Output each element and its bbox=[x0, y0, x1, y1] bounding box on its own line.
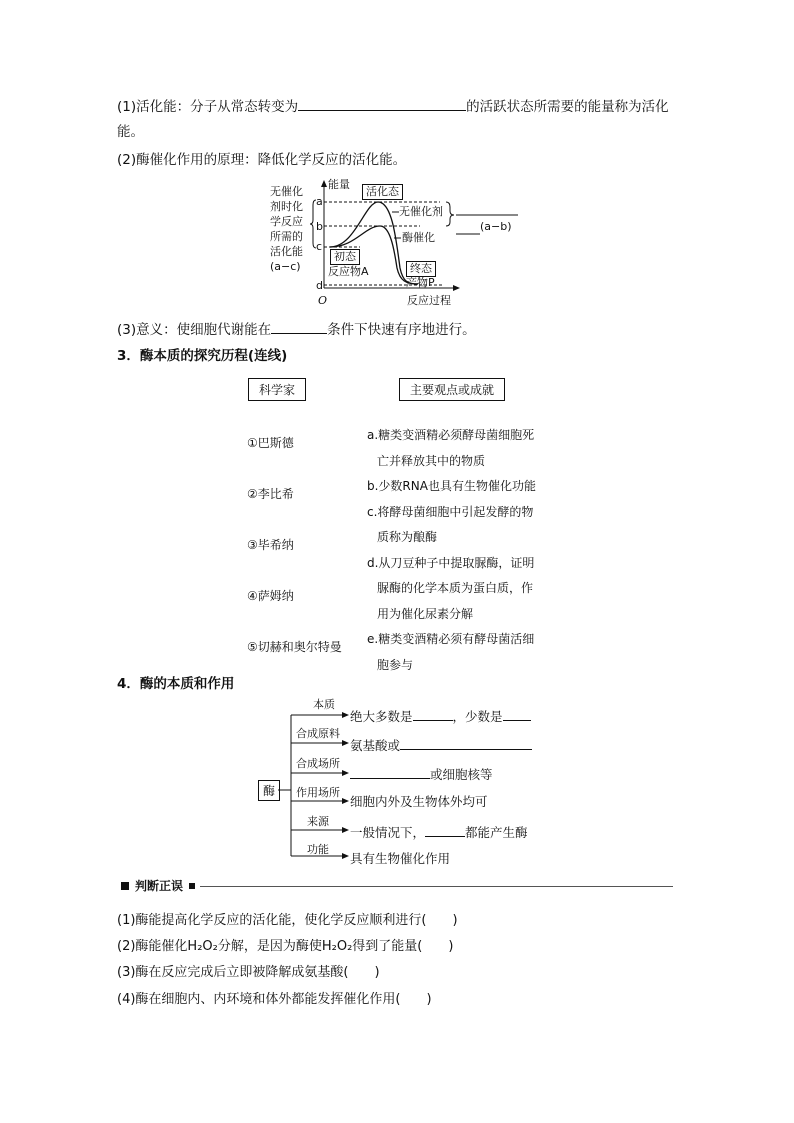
origin-label: O bbox=[318, 294, 328, 307]
enzyme-root-box: 酶 bbox=[258, 780, 280, 801]
activation-line-1c: 能。 bbox=[117, 124, 144, 140]
square-bullet-icon bbox=[189, 883, 195, 889]
left-label bbox=[270, 184, 303, 274]
content-text: ，少数是 bbox=[452, 709, 503, 724]
answer-blank[interactable] bbox=[350, 766, 430, 779]
level-a: a bbox=[316, 195, 323, 208]
energy-diagram bbox=[270, 178, 530, 310]
content-essence bbox=[350, 708, 531, 724]
product-label: 产物P bbox=[406, 276, 435, 289]
branch-function: 功能 bbox=[307, 843, 329, 856]
scientist-5[interactable]: ⑤切赫和奥尔特曼 bbox=[247, 640, 342, 654]
final-state-tag: 终态 bbox=[406, 261, 436, 277]
scientist-4[interactable]: ④萨姆纳 bbox=[247, 589, 294, 603]
scientist-1[interactable]: ①巴斯德 bbox=[247, 436, 294, 450]
content-text: 绝大多数是 bbox=[350, 709, 413, 724]
branch-raw-material: 合成原料 bbox=[296, 727, 340, 740]
left-label-line: 所需的 bbox=[270, 230, 303, 243]
activation-text-3b: 条件下快速有序地进行。 bbox=[327, 322, 476, 338]
content-text: 氨基酸或 bbox=[350, 738, 401, 753]
answer-blank[interactable] bbox=[425, 824, 465, 837]
scientist-header-box: 科学家 bbox=[248, 378, 306, 401]
content-text: 都能产生酶 bbox=[465, 825, 528, 840]
active-state-tag: 活化态 bbox=[362, 184, 403, 200]
activation-line-1 bbox=[117, 96, 669, 117]
judge-item-3[interactable]: (3)酶在反应完成后立即被降解成氨基酸( ) bbox=[117, 965, 380, 980]
view-d-2: 脲酶的化学本质为蛋白质，作 bbox=[377, 581, 534, 595]
scientist-2[interactable]: ②李比希 bbox=[247, 487, 294, 501]
answer-blank[interactable] bbox=[503, 708, 531, 721]
content-raw-material bbox=[350, 737, 532, 753]
view-b[interactable]: b.少数RNA也具有生物催化功能 bbox=[367, 479, 536, 493]
level-c: c bbox=[316, 240, 323, 253]
activation-line-3 bbox=[117, 319, 476, 340]
activation-text-1b: 的活跃状态所需要的能量称为活化 bbox=[466, 99, 669, 115]
view-d-1[interactable]: d.从刀豆种子中提取脲酶，证明 bbox=[367, 555, 535, 570]
left-label-line: 学反应 bbox=[270, 215, 303, 228]
content-text: 一般情况下， bbox=[350, 825, 426, 840]
answer-blank[interactable] bbox=[400, 737, 532, 750]
scientist-3[interactable]: ③毕希纳 bbox=[247, 538, 294, 552]
level-b: b bbox=[316, 220, 323, 233]
left-label-line: 剂时化 bbox=[270, 200, 303, 213]
view-c-1[interactable]: c.将酵母菌细胞中引起发酵的物 bbox=[367, 504, 534, 519]
section-divider bbox=[200, 886, 673, 887]
level-d: d bbox=[316, 279, 323, 292]
y-axis-label: 能量 bbox=[328, 178, 350, 191]
answer-blank[interactable] bbox=[298, 96, 466, 111]
section3-title: 3．酶本质的探究历程(连线) bbox=[117, 348, 288, 364]
reactant-label: 反应物A bbox=[328, 265, 369, 278]
branch-action-site: 作用场所 bbox=[296, 786, 340, 799]
branch-source: 来源 bbox=[307, 815, 329, 828]
views-header-box: 主要观点或成就 bbox=[399, 378, 505, 401]
initial-state-tag: 初态 bbox=[330, 249, 360, 265]
x-axis-label: 反应过程 bbox=[407, 294, 451, 307]
content-function: 具有生物催化作用 bbox=[350, 851, 451, 866]
view-e-2: 胞参与 bbox=[377, 657, 414, 672]
content-text: 或细胞核等 bbox=[430, 767, 493, 782]
view-c-2: 质称为酿酶 bbox=[377, 530, 438, 544]
activation-line-2: (2)酶催化作用的原理：降低化学反应的活化能。 bbox=[117, 152, 407, 168]
left-label-line: 无催化 bbox=[270, 185, 303, 198]
left-label-sub: (a−c) bbox=[270, 260, 301, 273]
content-action-site: 细胞内外及生物体外均可 bbox=[350, 794, 488, 809]
view-e-1[interactable]: e.糖类变酒精必须有酵母菌活细 bbox=[367, 632, 535, 646]
views-list bbox=[367, 423, 536, 678]
view-d-3: 用为催化尿素分解 bbox=[377, 606, 474, 621]
view-a-1[interactable]: a.糖类变酒精必须酵母菌细胞死 bbox=[367, 428, 535, 442]
view-a-2: 亡并释放其中的物质 bbox=[377, 453, 486, 468]
left-label-line: 活化能 bbox=[270, 245, 303, 258]
activation-text-1a: (1)活化能：分子从常态转变为 bbox=[117, 99, 299, 115]
judge-title: 判断正误 bbox=[135, 879, 184, 893]
activation-text-3a: (3)意义：使细胞代谢能在 bbox=[117, 322, 272, 338]
content-synthesis-site bbox=[350, 766, 493, 782]
enzyme-label: 酶催化 bbox=[402, 231, 435, 244]
branch-synthesis-site: 合成场所 bbox=[296, 757, 340, 770]
answer-blank[interactable] bbox=[413, 708, 453, 721]
content-source bbox=[350, 824, 528, 840]
no-catalyst-label: 无催化剂 bbox=[399, 205, 443, 218]
answer-blank[interactable] bbox=[271, 319, 327, 334]
judge-item-2[interactable]: (2)酶能催化H₂O₂分解，是因为酶使H₂O₂得到了能量( ) bbox=[117, 939, 454, 954]
right-sub-label: (a−b) bbox=[480, 220, 512, 233]
judge-item-4[interactable]: (4)酶在细胞内、内环境和体外都能发挥催化作用( ) bbox=[117, 992, 432, 1007]
square-bullet-icon bbox=[121, 882, 129, 890]
judge-item-1[interactable]: (1)酶能提高化学反应的活化能，使化学反应顺利进行( ) bbox=[117, 913, 458, 928]
section4-title: 4．酶的本质和作用 bbox=[117, 676, 235, 692]
branch-essence: 本质 bbox=[313, 698, 335, 711]
